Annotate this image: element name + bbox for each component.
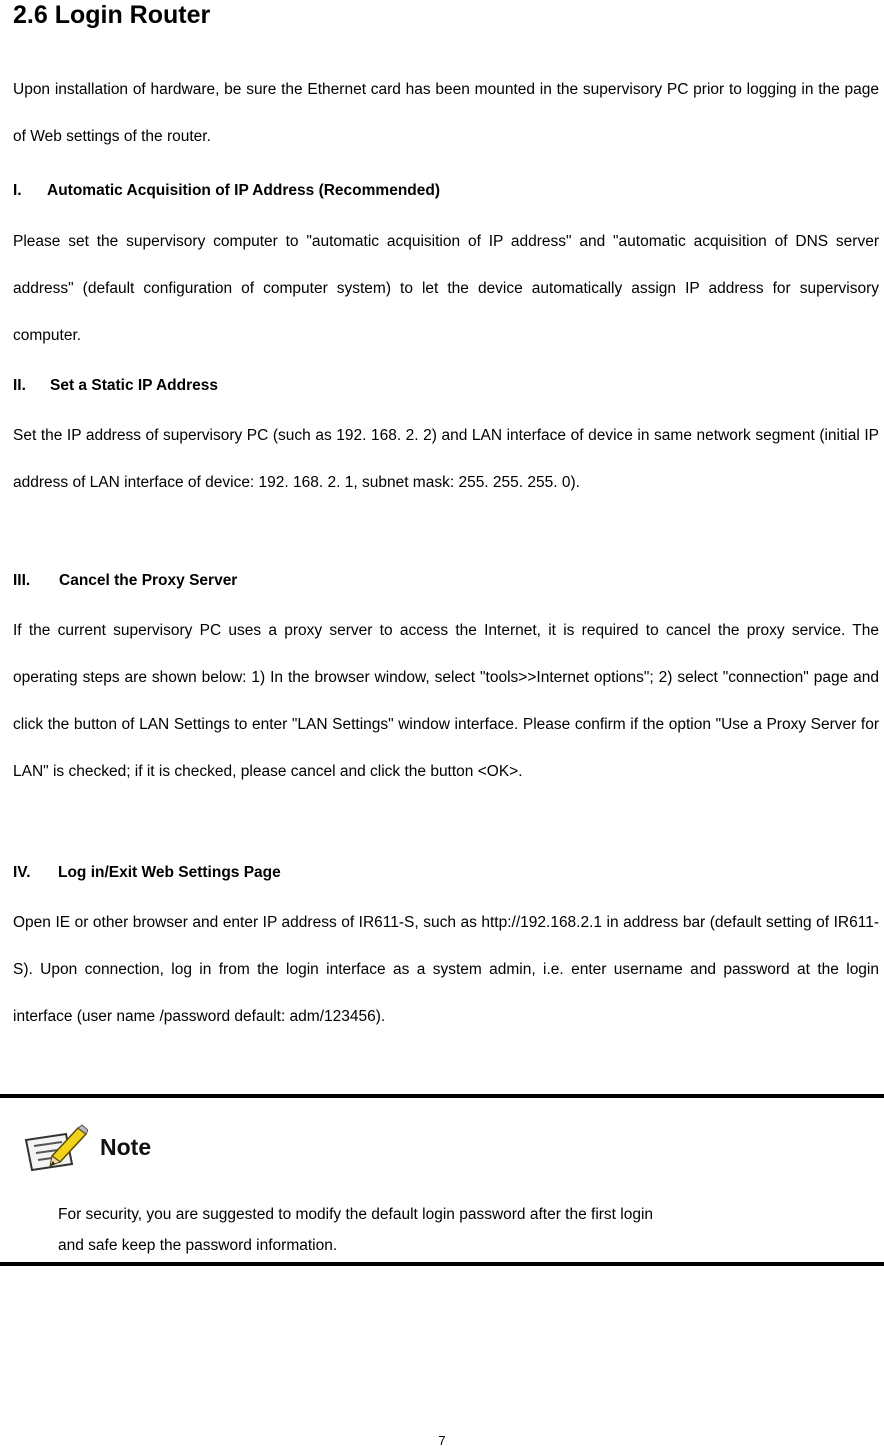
subsection-heading-1 (13, 180, 440, 202)
subsection-title-3: Cancel the Proxy Server (59, 572, 238, 589)
note-top-rule (0, 1094, 884, 1098)
intro-paragraph: Upon installation of hardware, be sure the Ethernet card has been mounted in the supervisory PC prior to logging in the page of Web settings of the router. (13, 81, 879, 145)
subsection-heading-2 (13, 375, 218, 397)
subsection-number-4: IV. (13, 864, 31, 881)
note-bottom-rule (0, 1262, 884, 1266)
subsection-body-2: Set the IP address of supervisory PC (such as 192. 168. 2. 2) and LAN interface of device in same network segment (initial IP address of LAN interface of device: 192. 168. 2. 1, subnet mask: 255. 255. 255. 0). (13, 427, 879, 491)
note-label: Note (100, 1134, 152, 1160)
subsection-title-1: Automatic Acquisition of IP Address (Recommended) (47, 182, 441, 199)
subsection-number-2: II. (13, 377, 26, 394)
note-text (58, 1199, 838, 1261)
subsection-body-1: Please set the supervisory computer to "automatic acquisition of IP address" and "automatic acquisition of DNS server address" (default configuration of computer system) to let the device automatically assign IP address for supervisory computer. (13, 233, 879, 344)
subsection-number-3: III. (13, 572, 31, 589)
subsection-heading-3 (13, 570, 237, 592)
subsection-body-3: If the current supervisory PC uses a proxy server to access the Internet, it is required to cancel the proxy service. The operating steps are shown below: 1) In the browser window, select "tools>>Internet options"; 2) select "connection" page and click the button of LAN Settings to enter "LAN Settings" window interface. Please confirm if the option "Use a Proxy Server for LAN" is checked; if it is checked, please cancel and click the button <OK>. (13, 622, 879, 780)
section-title: 2.6 Login Router (13, 1, 211, 29)
subsection-title-2: Set a Static IP Address (50, 377, 218, 394)
subsection-body-4: Open IE or other browser and enter IP address of IR611-S, such as http://192.168.2.1 in address bar (default setting of IR611-S). Upon connection, log in from the login interface as a system admin, i.e. enter username and password at the login interface (user name /password default: adm/123456). (13, 914, 879, 1025)
note-line-2: and safe keep the password information. (58, 1237, 338, 1254)
subsection-title-4: Log in/Exit Web Settings Page (58, 864, 281, 881)
subsection-number-1: I. (13, 182, 22, 199)
page-number: 7 (438, 1433, 446, 1448)
note-pencil-icon (22, 1124, 88, 1179)
subsection-heading-4 (13, 862, 281, 884)
note-line-1: For security, you are suggested to modify the default login password after the first login (58, 1206, 654, 1223)
